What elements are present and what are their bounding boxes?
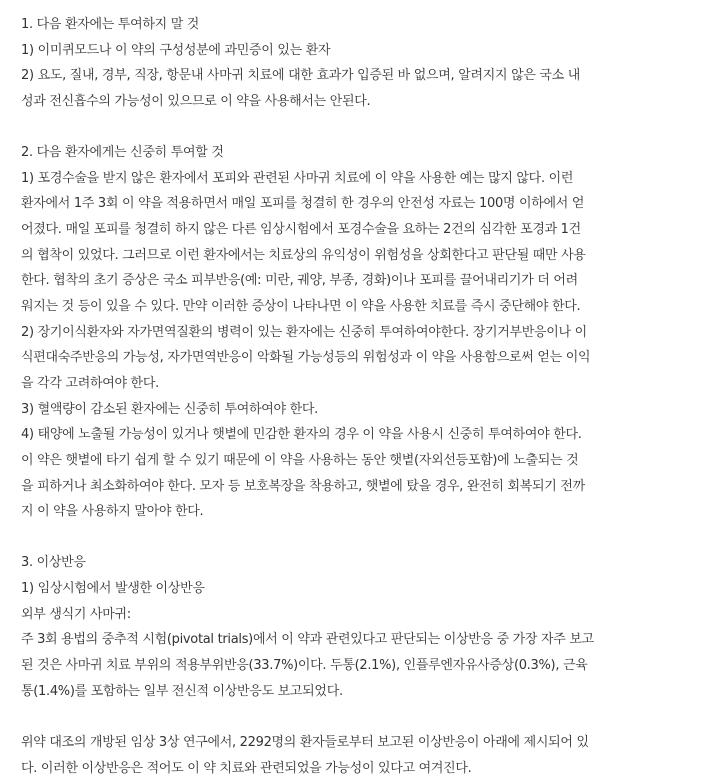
text-line: 성과 전신흡수의 가능성이 있으므로 이 약을 사용해서는 안된다.: [21, 93, 371, 109]
document-body: [21, 12, 691, 781]
text-line: 2) 요도, 질내, 경부, 직장, 항문내 사마귀 치료에 대한 효과가 입증된 바 없으며, 알려지지 않은 국소 내: [21, 68, 581, 84]
section-precautions: [21, 140, 691, 525]
text-line: 4) 태양에 노출될 가능성이 있거나 햇볕에 민감한 환자의 경우 이 약을 사용시 신중히 투여하여야 한다.: [21, 427, 582, 443]
section-phase3-study: [21, 730, 691, 781]
text-line: 의 협착이 있었다. 그러므로 이런 환자에서는 치료상의 유익성이 위험성을 상회한다고 판단될 때만 사용: [21, 247, 586, 263]
text-line: 된 것은 사마귀 치료 부위의 적용부위반응(33.7%)이다. 두통(2.1%), 인플루엔자유사증상(0.3%), 근육: [21, 658, 588, 674]
text-line: 1) 이미퀴모드나 이 약의 구성성분에 과민증이 있는 환자: [21, 42, 331, 58]
text-line: 식편대숙주반응의 가능성, 자가면역반응이 악화될 가능성등의 위험성과 이 약을 사용함으로써 얻는 이익: [21, 350, 591, 366]
text-line: 한다. 협착의 초기 증상은 국소 피부반응(예: 미란, 궤양, 부종, 경화)이나 포피를 끌어내리기가 더 어려: [21, 273, 578, 289]
text-line: 외부 생식기 사마귀:: [21, 606, 131, 622]
text-line: 을 각각 고려하여야 한다.: [21, 375, 159, 391]
text-line: 환자에서 1주 3회 이 약을 적용하면서 매일 포피를 청결히 한 경우의 안전성 자료는 100명 이하에서 얻: [21, 196, 585, 212]
subsection-heading: 1) 임상시험에서 발생한 이상반응: [21, 581, 205, 597]
text-line: 어졌다. 매일 포피를 청결히 하지 않은 다른 임상시험에서 포경수술을 요하는 2건의 심각한 포경과 1건: [21, 222, 581, 238]
paragraph-spacer: [21, 115, 691, 141]
section-heading: 2. 다음 환자에게는 신중히 투여할 것: [21, 145, 224, 161]
text-line: 워지는 것 등이 있을 수 있다. 만약 이러한 증상이 나타나면 이 약을 사용한 치료를 즉시 중단해야 한다.: [21, 299, 581, 315]
text-line: 1) 포경수술을 받지 않은 환자에서 포피와 관련된 사마귀 치료에 이 약을 사용한 예는 많지 않다. 이런: [21, 170, 574, 186]
paragraph-spacer: [21, 704, 691, 730]
text-line: 을 피하거나 최소화하여야 한다. 모자 등 보호복장을 착용하고, 햇볕에 탔을 경우, 완전히 회복되기 전까: [21, 478, 585, 494]
section-heading: 3. 이상반응: [21, 555, 86, 571]
text-line: 주 3회 용법의 중추적 시험(pivotal trials)에서 이 약과 관련있다고 판단되는 이상반응 중 가장 자주 보고: [21, 632, 594, 648]
paragraph-spacer: [21, 525, 691, 551]
section-heading: 1. 다음 환자에는 투여하지 말 것: [21, 17, 200, 32]
text-line: 지 이 약을 사용하지 말아야 한다.: [21, 504, 204, 520]
text-line: 통(1.4%)를 포함하는 일부 전신적 이상반응도 보고되었다.: [21, 683, 343, 699]
text-line: 위약 대조의 개방된 임상 3상 연구에서, 2292명의 환자들로부터 보고된 이상반응이 아래에 제시되어 있: [21, 734, 589, 750]
text-line: 다. 이러한 이상반응은 적어도 이 약 치료와 관련되었을 가능성이 있다고 여겨진다.: [21, 760, 472, 776]
text-line: 이 약은 햇볕에 타기 쉽게 할 수 있기 때문에 이 약을 사용하는 동안 햇볕(자외선등포함)에 노출되는 것: [21, 452, 579, 468]
text-line: 2) 장기이식환자와 자가면역질환의 병력이 있는 환자에는 신중히 투여하여야한다. 장기거부반응이나 이: [21, 324, 587, 340]
section-adverse-reactions: [21, 550, 691, 704]
section-contraindications: [21, 12, 691, 115]
text-line: 3) 혈액량이 감소된 환자에는 신중히 투여하여야 한다.: [21, 401, 318, 417]
